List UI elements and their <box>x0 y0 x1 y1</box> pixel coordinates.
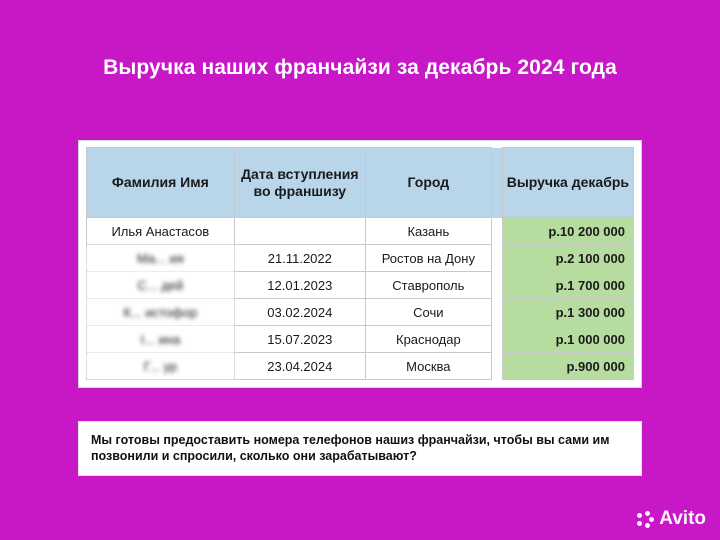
cell-name: Илья Анастасов <box>87 218 235 245</box>
cell-name: С... дей <box>87 272 235 299</box>
column-spacer <box>491 148 502 218</box>
cell-spacer <box>491 353 502 380</box>
cell-revenue: р.1 300 000 <box>502 299 633 326</box>
cell-city: Москва <box>365 353 491 380</box>
cell-revenue: р.10 200 000 <box>502 218 633 245</box>
cell-spacer <box>491 299 502 326</box>
cell-city: Сочи <box>365 299 491 326</box>
dots-logo-icon <box>637 511 654 528</box>
revenue-table <box>86 147 634 380</box>
column-header-revenue: Выручка декабрь <box>502 148 633 218</box>
table-row <box>87 353 634 380</box>
cell-spacer <box>491 272 502 299</box>
cell-revenue: р.900 000 <box>502 353 633 380</box>
cell-city: Ставрополь <box>365 272 491 299</box>
cell-city: Ростов на Дону <box>365 245 491 272</box>
cell-date: 03.02.2024 <box>234 299 365 326</box>
table-row <box>87 299 634 326</box>
cell-name: Г... ур <box>87 353 235 380</box>
cell-date: 21.11.2022 <box>234 245 365 272</box>
cell-name: К... истофор <box>87 299 235 326</box>
watermark-label: Avito <box>659 508 706 529</box>
cell-date: 23.04.2024 <box>234 353 365 380</box>
table-header-row <box>87 148 634 218</box>
cell-city: Казань <box>365 218 491 245</box>
cell-spacer <box>491 245 502 272</box>
column-header-name: Фамилия Имя <box>87 148 235 218</box>
cell-spacer <box>491 326 502 353</box>
cell-revenue: р.1 700 000 <box>502 272 633 299</box>
column-header-city: Город <box>365 148 491 218</box>
column-header-date: Дата вступления во франшизу <box>234 148 365 218</box>
note-banner: Мы готовы предоставить номера телефонов нашиз франчайзи, чтобы вы сами им позвонили и спросили, сколько они зарабатывают? <box>78 421 642 476</box>
table-row <box>87 245 634 272</box>
cell-date: 15.07.2023 <box>234 326 365 353</box>
table-row <box>87 218 634 245</box>
revenue-table-card <box>78 140 642 388</box>
cell-revenue: р.2 100 000 <box>502 245 633 272</box>
cell-spacer <box>491 218 502 245</box>
cell-city: Краснодар <box>365 326 491 353</box>
avito-watermark <box>637 508 706 530</box>
cell-date: 12.01.2023 <box>234 272 365 299</box>
table-row <box>87 326 634 353</box>
table-row <box>87 272 634 299</box>
cell-revenue: р.1 000 000 <box>502 326 633 353</box>
page-title: Выручка наших франчайзи за декабрь 2024 года <box>103 56 617 79</box>
cell-date <box>234 218 365 245</box>
cell-name: І... ина <box>87 326 235 353</box>
cell-name: Ма... ия <box>87 245 235 272</box>
